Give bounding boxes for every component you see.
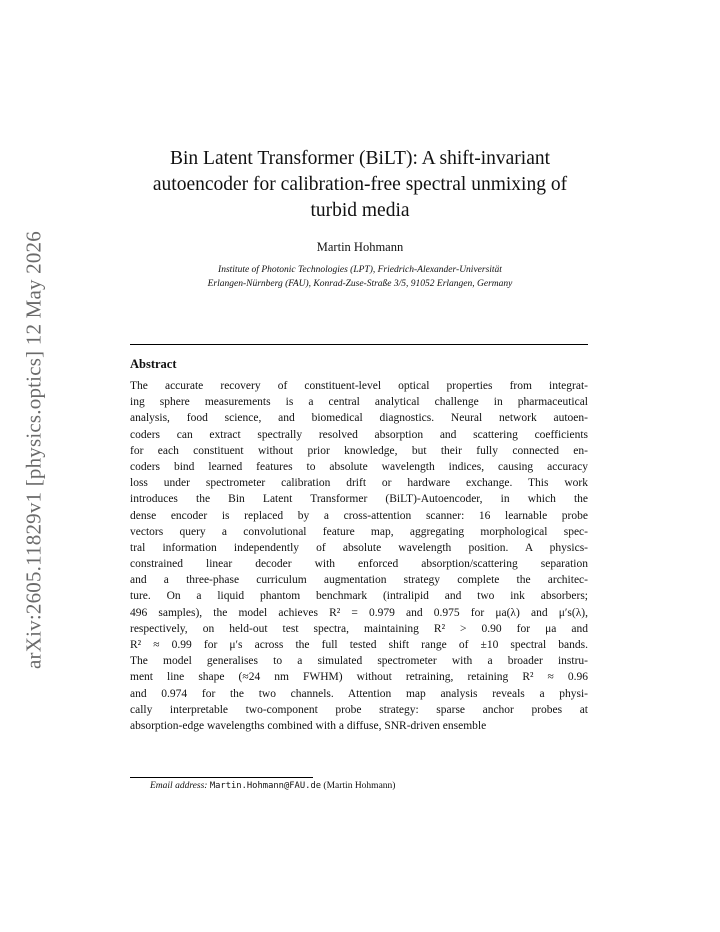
footnote-name: (Martin Hohmann) xyxy=(323,781,396,791)
abstract-heading: Abstract xyxy=(130,357,177,371)
title-line: turbid media xyxy=(310,200,410,221)
author-name: Martin Hohmann xyxy=(316,240,404,254)
abstract-line: constrained linear decoder with enforced absorption/scattering separation xyxy=(130,558,588,571)
abstract-top-rule xyxy=(130,344,588,345)
affiliation-line: Institute of Photonic Technologies (LPT), Friedrich-Alexander-Universität xyxy=(218,265,502,275)
footnote-rule xyxy=(130,777,313,778)
abstract-line: coders bind learned features to absolute wavelength indices, causing accuracy xyxy=(130,460,588,473)
abstract-line: 496 samples), the model achieves R² = 0.979 and 0.975 for μa(λ) and μ′s(λ), xyxy=(130,606,588,619)
abstract-line: vectors query a convolutional feature map, aggregating morphological spec- xyxy=(130,525,588,538)
title-line: autoencoder for calibration-free spectral unmixing of xyxy=(152,174,568,195)
abstract-line: analysis, food science, and biomedical diagnostics. Neural network autoen- xyxy=(130,412,588,425)
abstract-line: ment line shape (≈24 nm FWHM) without retraining, retaining R² ≈ 0.96 xyxy=(130,671,588,684)
footnote xyxy=(150,781,395,791)
affiliation xyxy=(130,263,590,291)
abstract-line: coders can extract spectrally resolved absorption and scattering coefficients xyxy=(130,428,588,441)
abstract-line: absorption-edge wavelengths combined with a diffuse, SNR-driven ensemble xyxy=(130,719,487,732)
affiliation-line: Erlangen-Nürnberg (FAU), Konrad-Zuse-Straße 3/5, 91052 Erlangen, Germany xyxy=(207,279,513,289)
abstract-line: The accurate recovery of constituent-level optical properties from integrat- xyxy=(130,380,588,392)
abstract-line: ture. On a liquid phantom benchmark (intralipid and two ink absorbers; xyxy=(130,590,588,603)
arxiv-stamp-text: arXiv:2605.11829v1 [physics.optics] 12 May 2026 xyxy=(21,231,46,669)
abstract-line: R² ≈ 0.99 for μ′s across the full tested shift range of ±10 spectral bands. xyxy=(130,639,588,651)
abstract-line: and a three-phase curriculum augmentation strategy complete the architec- xyxy=(130,574,588,587)
abstract-line: tral information independently of absolute wavelength position. A physics- xyxy=(130,541,588,554)
footnote-email-link[interactable]: Martin.Hohmann@FAU.de xyxy=(209,781,322,791)
abstract-line: The model generalises to a simulated spectrometer with a broader instru- xyxy=(130,655,588,668)
abstract-body xyxy=(130,378,588,734)
abstract-line: respectively, on held-out test spectra, maintaining R² > 0.90 for μa and xyxy=(130,622,588,635)
footnote-label: Email address: xyxy=(150,781,208,791)
abstract-line: for each constituent without prior knowledge, but their fully connected en- xyxy=(130,444,588,457)
abstract-line: ing sphere measurements is a central analytical challenge in pharmaceutical xyxy=(130,396,588,409)
abstract-line: dense encoder is replaced by a cross-attention scanner: 16 learnable probe xyxy=(130,509,588,522)
abstract-line: cally interpretable two-component probe strategy: sparse anchor probes at xyxy=(130,703,588,716)
abstract-line: loss under spectrometer calibration drift or hardware exchange. This work xyxy=(130,477,588,490)
paper-title xyxy=(130,146,590,224)
abstract-line: introduces the Bin Latent Transformer (BiLT)-Autoencoder, in which the xyxy=(130,493,588,506)
title-line: Bin Latent Transformer (BiLT): A shift-invariant xyxy=(169,148,551,169)
abstract-line: and 0.974 for the two channels. Attention map analysis reveals a physi- xyxy=(130,687,588,700)
